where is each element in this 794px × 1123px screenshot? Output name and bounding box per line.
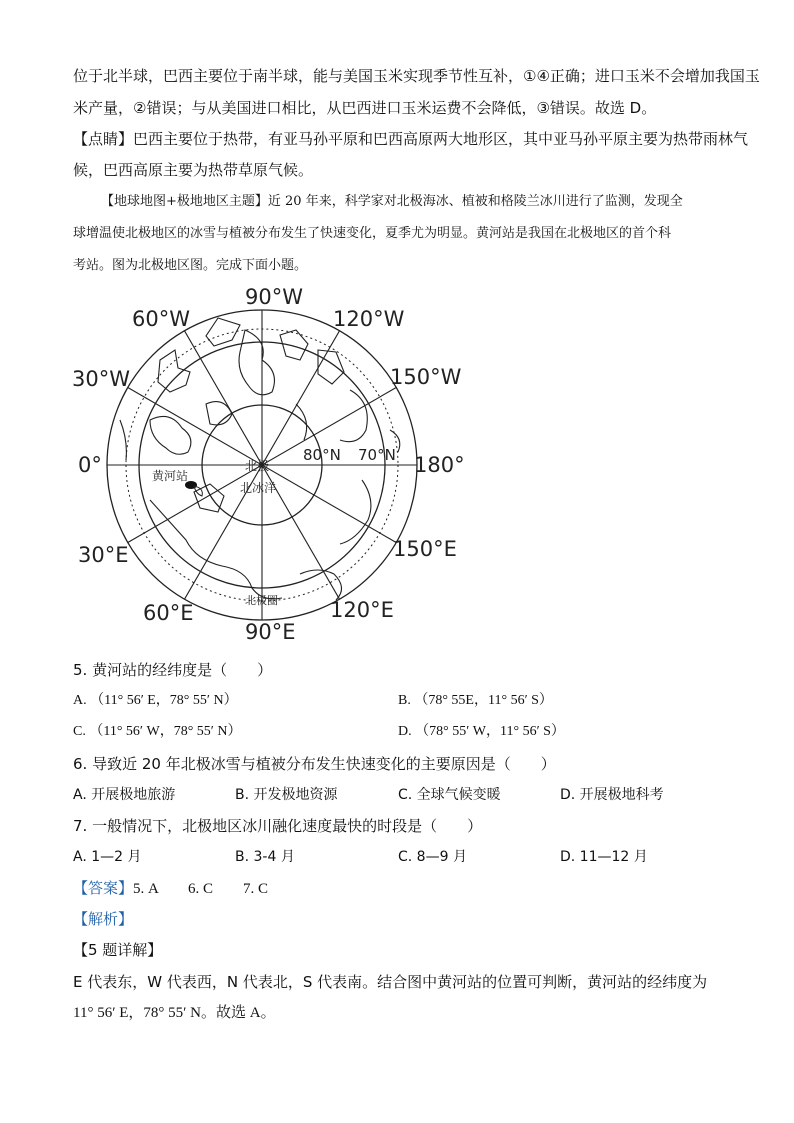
label-120e: 120°E: [330, 598, 394, 622]
explanation-text: 米产量，②错误；与从美国进口相比，从巴西进口玉米运费不会降低，③错误。故选 D。: [73, 99, 657, 117]
q5-option-a: A. （11° 56′ E，78° 55′ N）: [73, 693, 238, 708]
tip-text: 【点睛】巴西主要位于热带，有亚马孙平原和巴西高原两大地形区，其中亚马孙平原主要为热带雨林气: [73, 130, 749, 148]
question-5-stem: 5. 黄河站的经纬度是（ ）: [73, 661, 273, 679]
tip-text: 候，巴西高原主要为热带草原气候。: [73, 161, 314, 179]
label-ocean: 北冰洋: [240, 481, 277, 495]
q7-option-c: C. 8—9 月: [398, 849, 467, 865]
q5-option-d: D. （78° 55′ W，11° 56′ S）: [398, 724, 565, 739]
explanation-text: 位于北半球，巴西主要位于南半球，能与美国玉米实现季节性互补，①④正确；进口玉米不会增加我国玉: [73, 67, 760, 85]
label-120w: 120°W: [333, 307, 405, 331]
label-0: 0°: [78, 453, 102, 477]
label-80n: 80°N: [303, 446, 341, 464]
label-90e: 90°E: [245, 620, 296, 644]
q6-option-d: D. 开展极地科考: [560, 787, 664, 803]
question-6-stem: 6. 导致近 20 年北极冰雪与植被分布发生快速变化的主要原因是（ ）: [73, 755, 556, 773]
analysis-label: 【解析】: [73, 910, 134, 928]
answer-value: 5. A 6. C 7. C: [133, 881, 269, 897]
answer-label: 【答案】: [73, 879, 134, 897]
intro-text: 球增温使北极地区的冰雪与植被分布发生了快速变化，夏季尤为明显。黄河站是我国在北极地区的首个科: [73, 226, 672, 241]
label-70n: 70°N: [358, 446, 396, 464]
detail-label: 【5 题详解】: [73, 941, 163, 959]
q5-option-b: B. （78° 55E，11° 56′ S）: [398, 693, 553, 708]
detail-text: 11° 56′ E，78° 55′ N。故选 A。: [73, 1005, 276, 1021]
question-7-stem: 7. 一般情况下，北极地区冰川融化速度最快的时段是（ ）: [73, 817, 483, 835]
label-30w: 30°W: [72, 367, 130, 391]
label-pole: 北极: [245, 459, 270, 473]
label-arctic-circle: 北极圈: [245, 594, 278, 607]
q7-option-d: D. 11—12 月: [560, 849, 648, 865]
label-180: 180°: [414, 453, 465, 477]
label-60e: 60°E: [143, 601, 194, 625]
answer-line: [73, 878, 268, 899]
q7-option-a: A. 1—2 月: [73, 849, 142, 865]
q5-option-c: C. （11° 56′ W，78° 55′ N）: [73, 724, 242, 739]
label-150e: 150°E: [393, 537, 457, 561]
label-150w: 150°W: [390, 365, 462, 389]
q6-option-b: B. 开发极地资源: [235, 787, 338, 803]
label-90w: 90°W: [245, 285, 303, 309]
label-station: 黄河站: [152, 469, 189, 483]
intro-text: 考站。图为北极地区图。完成下面小题。: [73, 258, 308, 273]
detail-text: E 代表东，W 代表西，N 代表北，S 代表南。结合图中黄河站的位置可判断，黄河站的经纬度为: [73, 973, 708, 991]
q7-option-b: B. 3-4 月: [235, 849, 295, 865]
q6-option-c: C. 全球气候变暖: [398, 787, 501, 803]
label-30e: 30°E: [78, 543, 129, 567]
arctic-map: [0, 280, 794, 650]
label-60w: 60°W: [132, 307, 190, 331]
intro-text: 【地球地图+极地地区主题】近 20 年来，科学家对北极海冰、植被和格陵兰冰川进行了监测，发现全: [101, 194, 683, 209]
q6-option-a: A. 开展极地旅游: [73, 787, 176, 803]
